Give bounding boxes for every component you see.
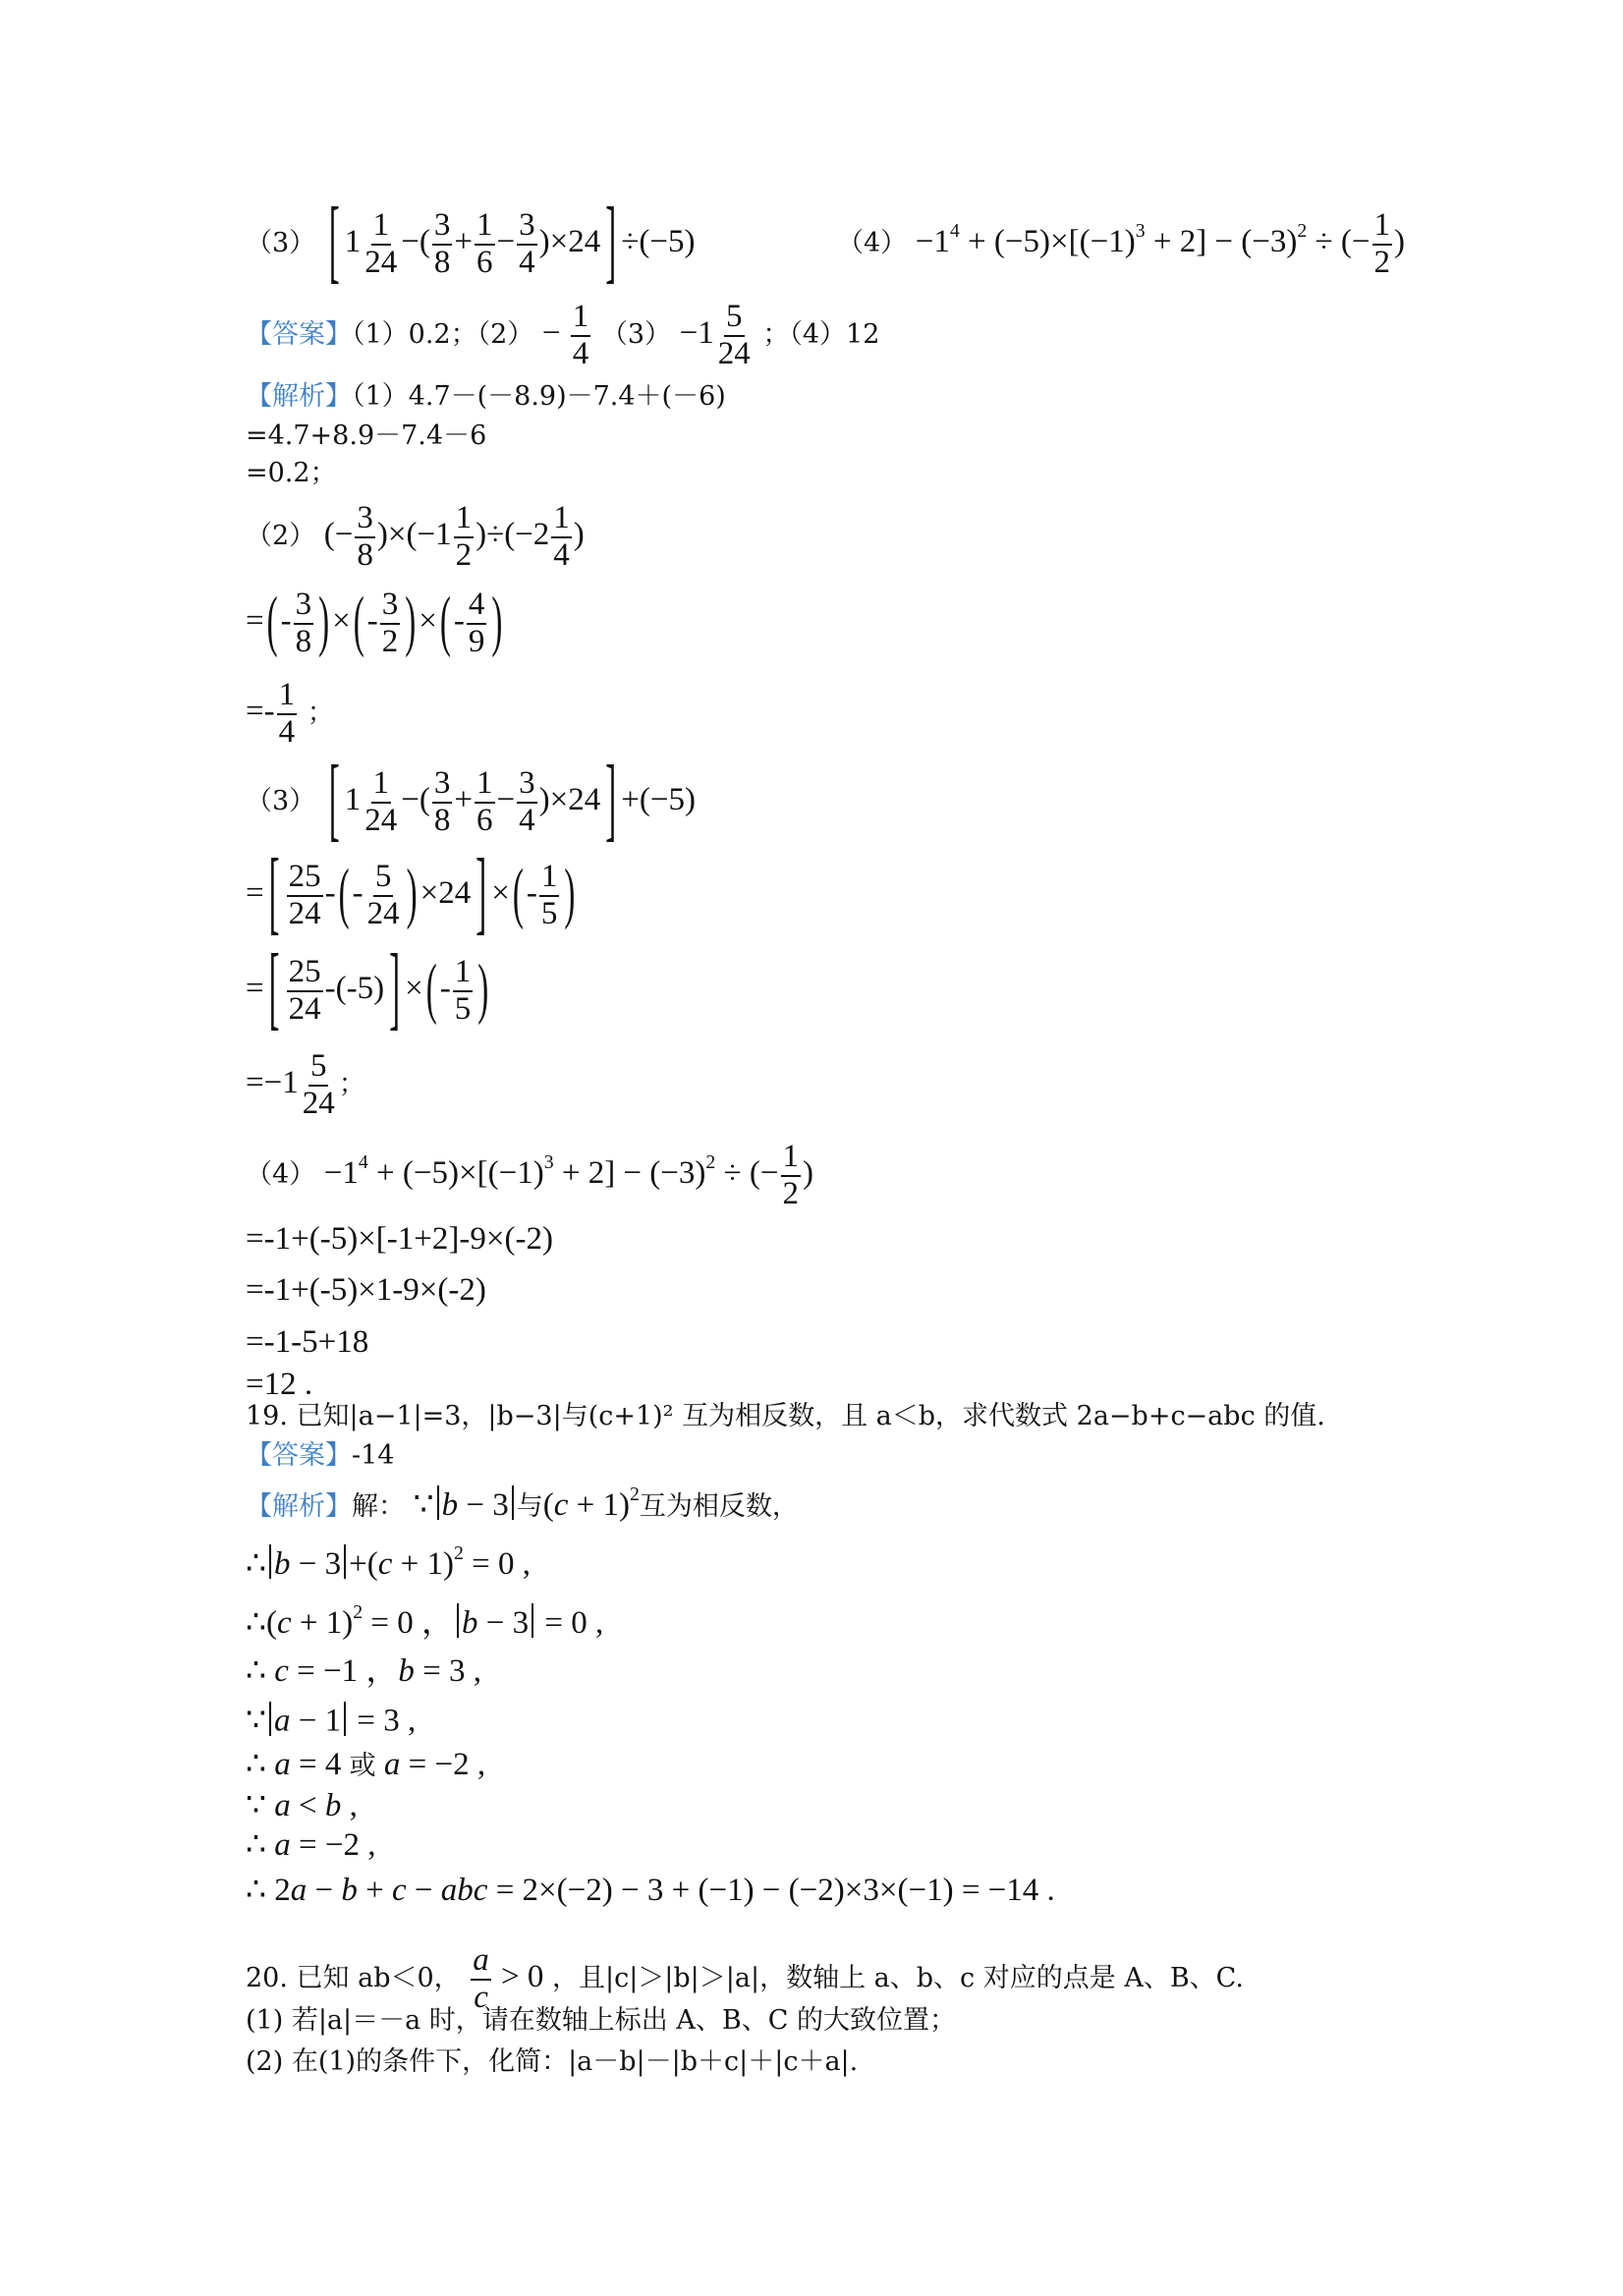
p18-sol2-line2: =(- $\frac{3}{8}$ )×(- $\frac{3}{2}$ )×(- $\frac{4}{9}$ ) bbox=[246, 585, 503, 660]
p18-sol4-line3: =-1+(-5)×1-9×(-2) bbox=[246, 1272, 486, 1308]
p18-sol1-line2: =4.7+8.9－7.4－6 bbox=[246, 420, 487, 451]
p18-analysis-line1: 【解析】（1）4.7－(－8.9)－7.4＋(－6) bbox=[246, 381, 726, 412]
p19-answer-line: 【答案】-14 bbox=[246, 1440, 395, 1471]
p18-sol4-line2: =-1+(-5)×[-1+2]-9×(-2) bbox=[246, 1221, 553, 1257]
answer-tag: 【答案】 bbox=[246, 319, 352, 351]
p18-sol3-line4: =−1 $\frac{5}{24}$ ； bbox=[246, 1048, 365, 1121]
p18-item4-expression: $(4) -1^4 + (-5)\times[(-1)^3 + 2] - (-3)^2$ ÷ (− $\frac{1}{2}$ ) bbox=[837, 207, 1405, 280]
p20-sub2: (2) 在(1)的条件下，化简：|a－b|－|b＋c|＋|c＋a|. bbox=[246, 2046, 859, 2077]
p19-step8: ∴ 2a − b + c − abc = 2×(−2) − 3 + (−1) − (−2)×3×(−1) = −14 . bbox=[246, 1873, 1055, 1908]
p19-step6: ∵ a < b , bbox=[246, 1788, 358, 1823]
p18-sol4-line4: =-1-5+18 bbox=[246, 1324, 369, 1360]
p18-sol3-line2: = [ $\frac{25}{24}$ -(- $\frac{5}{24}$ )×24 ] ×(- $\frac{1}{5}$ ) bbox=[246, 842, 576, 946]
p18-item3-expression: （3） [ 1 $\frac{1}{24}$ −( $\frac{3}{8}$ + $\frac{1}{6}$ − $\frac{3}{4}$ )×24 ] ÷(−5) bbox=[246, 191, 696, 295]
p20-question: 20. 已知 ab＜0， $\frac{a}{c}$ > 0 ，且|c|＞|b|＞|a|，数轴上 a、b、c 对应的点是 A、B、C. bbox=[246, 1942, 1244, 2015]
p19-step4: ∵ a − 1 = 3 , bbox=[246, 1703, 417, 1739]
p18-sol2-line3: =- $\frac{1}{4}$ ； bbox=[246, 677, 334, 750]
p19-step2: ∴(c + 1)$^2$ = 0 ， b − 3 = 0 , bbox=[246, 1601, 604, 1641]
p18-sol3-line1: （3） [ 1 $\frac{1}{24}$ −( $\frac{3}{8}$ + $\frac{1}{6}$ − $\frac{3}{4}$ )×24 ] +(−5) bbox=[246, 749, 696, 853]
p18-sol4-line5: =12 . bbox=[246, 1367, 313, 1402]
p18-sol2-line1: （2） (− $\frac{3}{8}$ )×(−1 $\frac{1}{2}$ )÷(−2 $\frac{1}{4}$ ) bbox=[246, 500, 585, 573]
p19-step7: ∴ a = −2 , bbox=[246, 1827, 376, 1863]
p19-analysis-line1: 【解析】解： ∵ b − 3 与$(c + 1)^2$互为相反数， bbox=[246, 1484, 799, 1523]
p19-step5: ∴ a = 4 或 a = −2 , bbox=[246, 1747, 486, 1782]
analysis-tag: 【解析】 bbox=[246, 1490, 352, 1522]
p19-step3: ∴ c = −1 ，b = 3 , bbox=[246, 1653, 482, 1689]
p18-sol4-line1: $(4) -1^4 + (-5)\times[(-1)^3 + 2] - (-3)^2$ ÷ (− $\frac{1}{2}$ ) bbox=[246, 1139, 813, 1211]
p19-step1: ∴ $b - 3 +(c + 1)^2 = 0$ , bbox=[246, 1542, 532, 1582]
answer-tag: 【答案】 bbox=[246, 1440, 352, 1471]
p18-sol1-line3: =0.2； bbox=[246, 458, 337, 488]
p19-question: 19. 已知|a−1|=3，|b−3|与(c+1)² 互为相反数，且 a＜b，求代数式 2a−b+c−abc 的值. bbox=[246, 1401, 1325, 1431]
p20-sub1: (1) 若|a|＝－a 时，请在数轴上标出 A、B、C 的大致位置； bbox=[246, 2005, 956, 2036]
analysis-tag: 【解析】 bbox=[246, 381, 352, 412]
p18-sol3-line3: = [ $\frac{25}{24}$ -(-5) ] ×(- $\frac{1}{5}$ ) bbox=[246, 937, 489, 1041]
p18-answer-line: 【答案】（1）0.2；（2） − $\frac{1}{4}$ （3） −1 $\frac{5}{24}$ ；（4）12 bbox=[246, 299, 880, 371]
